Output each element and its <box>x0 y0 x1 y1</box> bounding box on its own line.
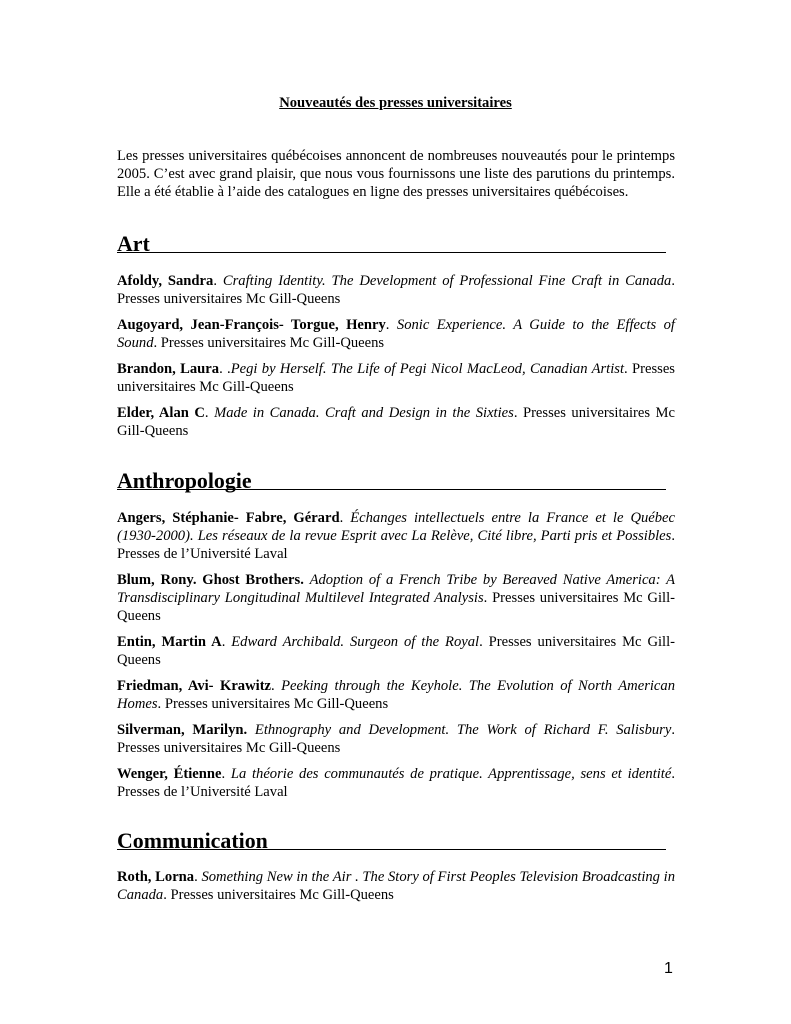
entry-author: Wenger, Étienne <box>117 766 222 782</box>
entry-separator: . <box>339 510 351 526</box>
entry-author: Brandon, Laura <box>117 361 220 377</box>
list-item <box>117 272 675 308</box>
entry-separator: . <box>194 869 202 885</box>
entry-title: La théorie des communautés de pratique. Apprentissage, sens et identité <box>230 766 672 782</box>
entry-publisher: . Presses de l’Université Laval <box>117 766 675 800</box>
entry-list-anthropologie <box>117 509 675 801</box>
entry-list-communication <box>117 868 675 904</box>
entry-title: Crafting Identity. The Development of Professional Fine Craft in Canada <box>222 273 672 289</box>
entry-author: Friedman, Avi- Krawitz <box>117 678 272 694</box>
list-item <box>117 360 675 396</box>
entry-publisher: . Presses universitaires Mc Gill-Queens <box>117 722 675 756</box>
entry-list-art <box>117 272 675 440</box>
list-item <box>117 316 675 352</box>
entry-separator: . <box>385 317 397 333</box>
entry-title: Échanges intellectuels entre la France et le Québec (1930-2000). Les réseaux de la revue Esprit avec La Relève, Cité libre, Parti pris et Possibles <box>117 510 676 544</box>
section-heading-anthropologie: Anthropologie <box>117 473 666 490</box>
entry-publisher: . Presses universitaires Mc Gill-Queens <box>117 273 676 307</box>
entry-title: Adoption of a French Tribe by Bereaved Native America: A Transdisciplinary Longitudinal Multilevel Integrated Analysis <box>117 572 675 606</box>
entry-author: Blum, Rony. Ghost Brothers. <box>117 572 304 588</box>
entry-separator: . . <box>219 361 231 377</box>
entry-title: Sonic Experience. A Guide to the Effects of Sound <box>117 317 675 351</box>
entry-separator: . <box>221 766 231 782</box>
entry-author: Silverman, Marilyn. <box>117 722 248 738</box>
entry-author: Angers, Stéphanie- Fabre, Gérard <box>117 510 340 526</box>
entry-title: Peeking through the Keyhole. The Evolution of North American Homes <box>117 678 675 712</box>
entry-separator: . <box>204 405 215 421</box>
entry-separator: . <box>213 273 223 289</box>
entry-title: Pegi by Herself. The Life of Pegi Nicol MacLeod, Canadian Artist <box>230 361 625 377</box>
entry-publisher: . Presses universitaires Mc Gill-Queens <box>117 590 675 624</box>
entry-title: Ethnography and Development. The Work of Richard F. Salisbury <box>254 722 672 738</box>
list-item <box>117 721 675 757</box>
entry-title: Edward Archibald. Surgeon of the Royal <box>231 634 480 650</box>
list-item <box>117 509 675 563</box>
entry-publisher: . Presses universitaires Mc Gill-Queens <box>117 405 675 439</box>
entry-publisher: . Presses universitaires Mc Gill-Queens <box>117 634 676 668</box>
entry-title: Made in Canada. Craft and Design in the Sixties <box>214 405 514 421</box>
entry-author: Augoyard, Jean-François- Torgue, Henry <box>117 317 386 333</box>
entry-publisher: . Presses universitaires Mc Gill-Queens <box>157 696 389 712</box>
intro-paragraph: Les presses universitaires québécoises annoncent de nombreuses nouveautés pour le printemps 2005. C’est avec grand plaisir, que nous vous fournissons une liste des parutions du printemps. Elle a été établie à l’aide des catalogues en ligne des presses universitaires québécoises. <box>117 148 675 200</box>
entry-author: Elder, Alan C <box>117 405 205 421</box>
entry-separator: . <box>221 634 232 650</box>
list-item <box>117 765 675 801</box>
entry-author: Roth, Lorna <box>117 869 195 885</box>
entry-title: Something New in the Air . The Story of First Peoples Television Broadcasting in Canada <box>117 869 676 903</box>
list-item <box>117 633 675 669</box>
entry-separator: . <box>271 678 282 694</box>
page-title: Nouveautés des presses universitaires <box>279 95 512 111</box>
section-heading-art: Art <box>117 236 666 253</box>
section-heading-communication: Communication <box>117 833 666 850</box>
page-number: 1 <box>664 960 673 977</box>
list-item <box>117 571 675 625</box>
entry-publisher: . Presses universitaires Mc Gill-Queens <box>163 887 394 903</box>
entry-publisher: . Presses de l’Université Laval <box>117 528 675 562</box>
entry-publisher: . Presses universitaires Mc Gill-Queens <box>117 361 675 395</box>
list-item <box>117 868 675 904</box>
list-item <box>117 677 675 713</box>
entry-separator <box>247 722 255 738</box>
entry-author: Afoldy, Sandra <box>117 273 214 289</box>
entry-author: Entin, Martin A <box>117 634 222 650</box>
list-item <box>117 404 675 440</box>
entry-publisher: . Presses universitaires Mc Gill-Queens <box>153 335 385 351</box>
